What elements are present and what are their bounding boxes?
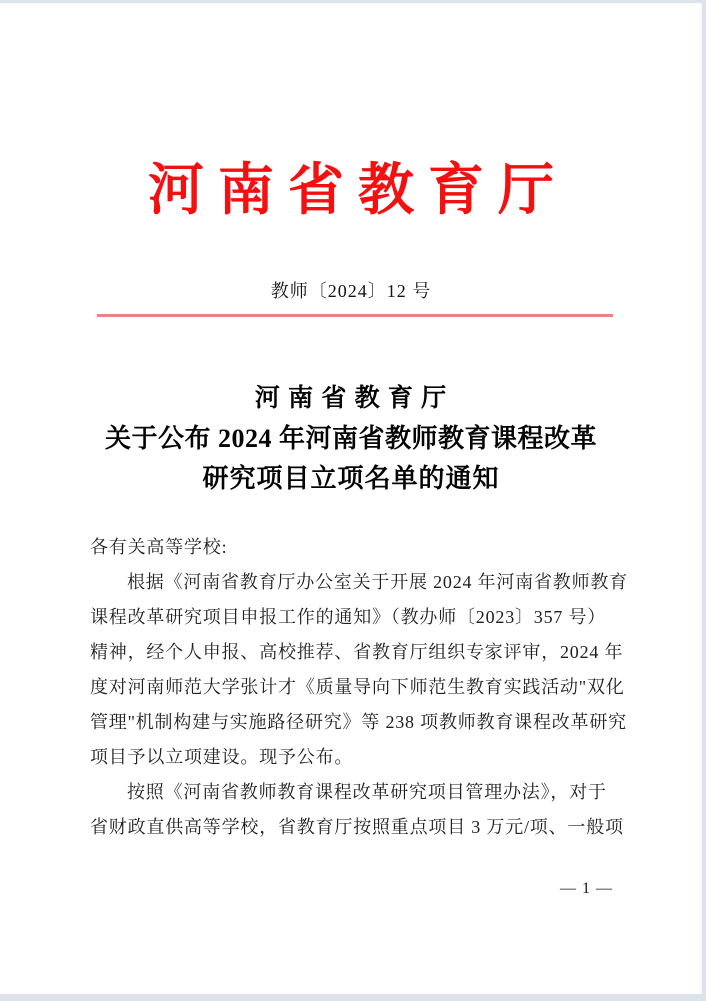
salutation: 各有关高等学校:	[90, 537, 228, 557]
body-line: 省财政直供高等学校，省教育厅按照重点项目 3 万元/项、一般项	[90, 817, 624, 837]
body-line: 课程改革研究项目申报工作的通知》（教办师〔2023〕357 号）	[90, 607, 607, 627]
red-divider-line	[97, 314, 613, 317]
document-title-line-1: 河 南 省 教 育 厅	[254, 385, 448, 412]
body-line: 按照《河南省教师教育课程改革研究项目管理办法》，对于	[127, 782, 607, 802]
document-number: 教师〔2024〕12 号	[270, 281, 432, 301]
document-body	[90, 530, 628, 845]
document-page	[0, 3, 702, 994]
page-number: — 1 —	[560, 880, 613, 897]
body-line: 精神，经个人申报、高校推荐、省教育厅组织专家评审，2024 年	[90, 642, 624, 662]
agency-letterhead: 河 南 省 教 育 厅	[148, 160, 554, 222]
document-title-line-3: 研究项目立项名单的通知	[202, 464, 500, 493]
body-line: 项目予以立项建设。现予公布。	[90, 747, 354, 767]
document-title-line-2: 关于公布 2024 年河南省教师教育课程改革	[104, 424, 597, 453]
document-title	[0, 378, 702, 498]
body-line: 度对河南师范大学张计才《质量导向下师范生教育实践活动"双化	[90, 677, 625, 697]
body-line: 管理"机制构建与实施路径研究》等 238 项教师教育课程改革研究	[90, 712, 627, 732]
body-line: 根据《河南省教育厅办公室关于开展 2024 年河南省教师教育	[127, 572, 628, 592]
